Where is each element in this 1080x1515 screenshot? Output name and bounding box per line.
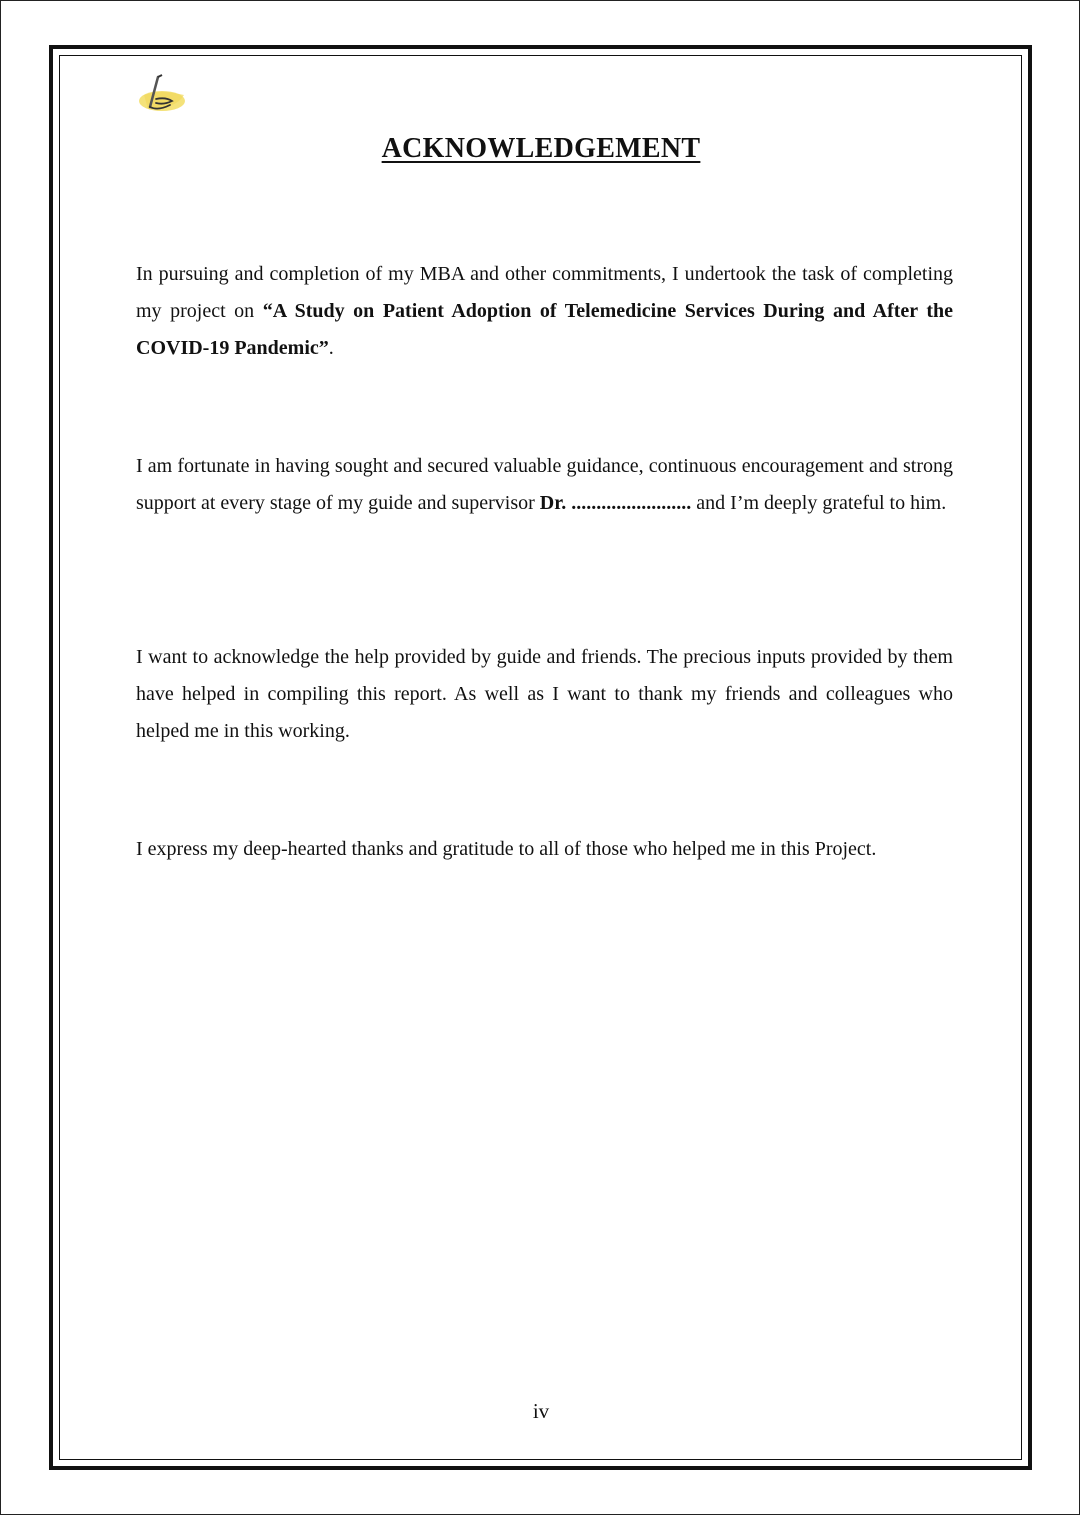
page-title-text: ACKNOWLEDGEMENT xyxy=(381,133,701,164)
project-title: “A Study on Patient Adoption of Telemedicine Services During and After the COVID-19 Pandemic” xyxy=(136,300,954,359)
supervisor-name: Dr. ........................ xyxy=(539,492,692,514)
paragraph-2 xyxy=(136,448,953,522)
page-title xyxy=(1,133,1080,165)
paragraph-1 xyxy=(136,256,953,367)
paragraph-2-text: I am fortunate in having sought and secured valuable guidance, continuous encouragement and strong support at every stage of my guide and supervisor xyxy=(136,455,953,514)
paragraph-4: I express my deep-hearted thanks and gratitude to all of those who helped me in this Project. xyxy=(136,838,877,860)
paragraph-2-end: and I’m deeply grateful to him. xyxy=(691,492,947,514)
paragraph-1-text: In pursuing and completion of my MBA and other commitments, I undertook the task of completing my project on xyxy=(136,263,953,322)
paragraph-1-end: . xyxy=(328,337,334,359)
pen-highlight-icon xyxy=(136,71,190,117)
paragraph-3: I want to acknowledge the help provided by guide and friends. The precious inputs provided by them have helped in compiling this report. As well as I want to thank my friends and colleagues who helped me in this working. xyxy=(136,646,953,742)
page-number: iv xyxy=(532,1399,550,1423)
